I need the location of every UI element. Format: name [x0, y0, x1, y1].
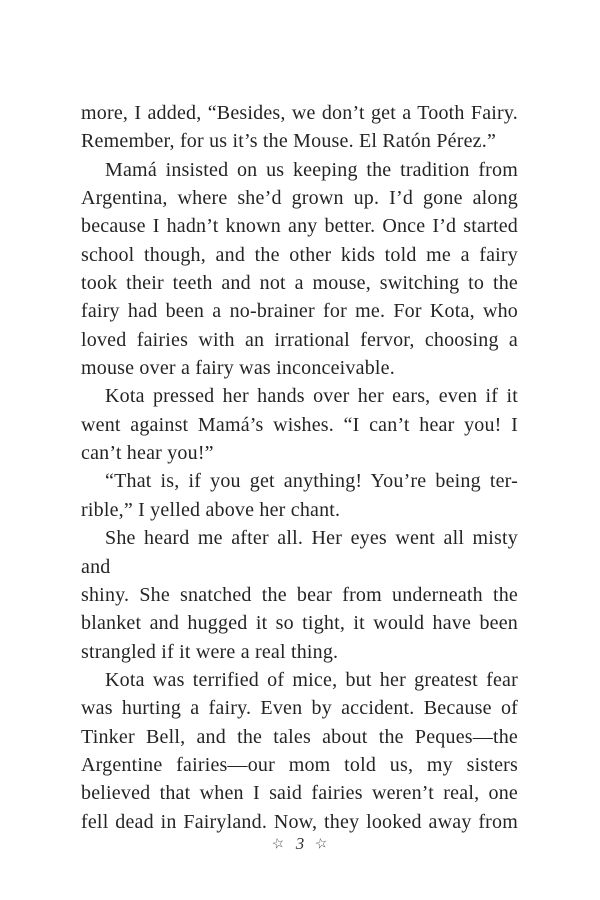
star-left-icon: ☆: [270, 834, 287, 853]
text-line: She heard me after all. Her eyes went all misty and: [81, 527, 518, 578]
text-line: because I hadn’t known any better. Once I’d started: [81, 215, 518, 238]
text-line: “That is, if you get anything! You’re being ter-: [105, 470, 518, 493]
text-line: loved fairies with an irrational fervor, choosing a: [81, 328, 518, 351]
text-line: rible,” I yelled above her chant.: [81, 498, 341, 521]
text-line: Argentina, where she’d grown up. I’d gone along: [81, 187, 518, 210]
text-line: Argentine fairies—our mom told us, my sisters: [81, 753, 518, 776]
text-line: school though, and the other kids told me a fairy: [81, 243, 518, 266]
paragraph: [81, 524, 518, 666]
text-line: mouse over a fairy was inconceivable.: [81, 357, 395, 380]
text-line: shiny. She snatched the bear from underneath the: [81, 583, 518, 606]
paragraph: [81, 156, 518, 383]
text-line: Kota was terrified of mice, but her greatest fear: [105, 668, 518, 691]
text-line: strangled if it were a real thing.: [81, 640, 339, 663]
text-line: went against Mamá’s wishes. “I can’t hear you! I: [81, 413, 518, 436]
text-line: more, I added, “Besides, we don’t get a Tooth Fairy.: [81, 102, 518, 124]
text-line: Mamá insisted on us keeping the tradition from: [105, 158, 518, 181]
paragraph: [81, 382, 518, 467]
page-text: [81, 99, 518, 836]
text-line: took their teeth and not a mouse, switching to the: [81, 272, 518, 295]
paragraph: [81, 467, 518, 524]
page-number: 3: [295, 834, 305, 853]
text-line: fell dead in Fairyland. Now, they looked away from: [81, 810, 518, 833]
paragraph: [81, 666, 518, 836]
paragraph: [81, 99, 518, 156]
text-line: was hurting a fairy. Even by accident. Because of: [81, 697, 518, 720]
text-line: fairy had been a no-brainer for me. For Kota, who: [81, 300, 518, 323]
text-line: blanket and hugged it so tight, it would have been: [81, 612, 518, 635]
text-line: can’t hear you!”: [81, 442, 214, 465]
text-line: believed that when I said fairies weren’t real, one: [81, 782, 518, 805]
text-line: Remember, for us it’s the Mouse. El Ratón Pérez.”: [81, 130, 497, 153]
page-footer: [0, 835, 600, 852]
text-line: Kota pressed her hands over her ears, even if it: [105, 385, 518, 408]
text-line: Tinker Bell, and the tales about the Peques—the: [81, 725, 518, 748]
star-right-icon: ☆: [313, 834, 330, 853]
